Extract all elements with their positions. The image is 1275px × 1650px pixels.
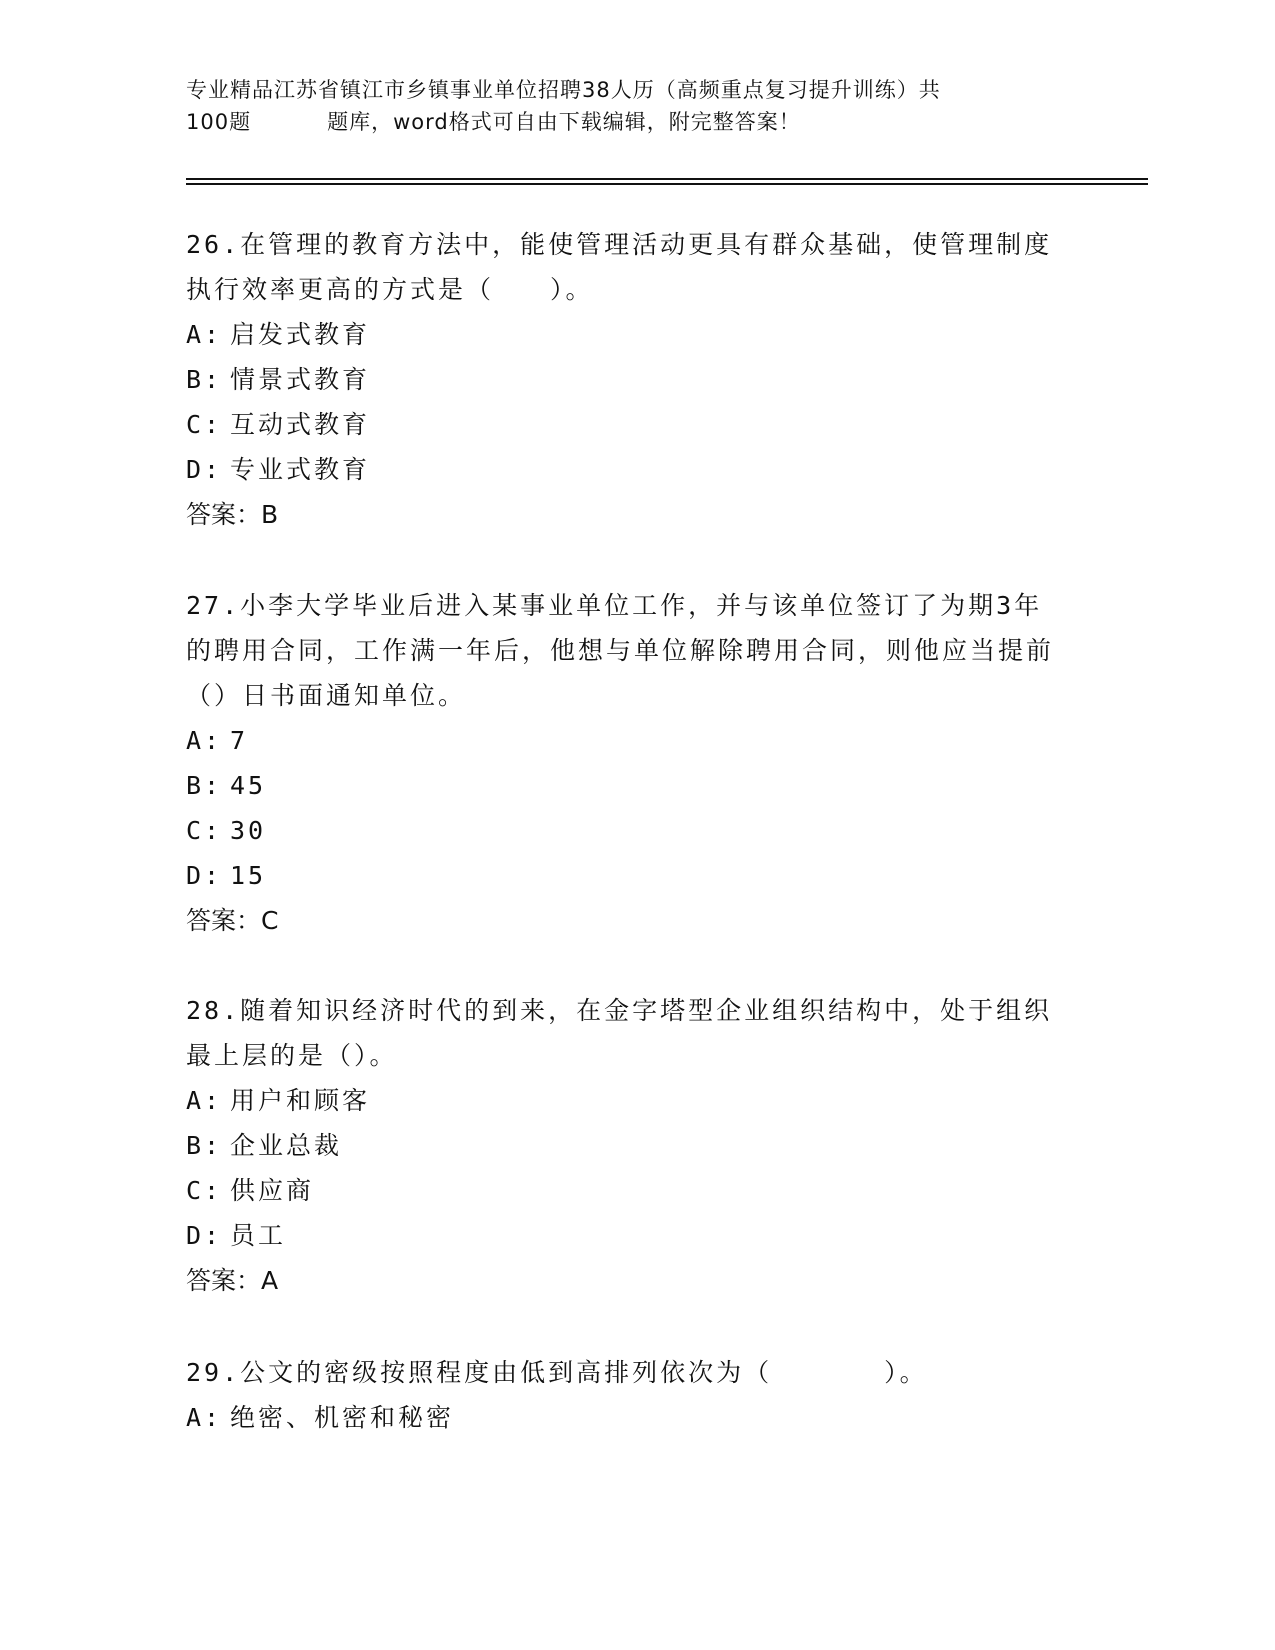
option-text: 用户和顾客 (230, 1086, 371, 1115)
option-letter: A: (186, 320, 223, 349)
question-stem: 27.小李大学毕业后进入某事业单位工作，并与该单位签订了为期3年的聘用合同，工作满一年后，他想与单位解除聘用合同，则他应当提前（）日书面通知单位。 (186, 591, 1055, 710)
option-letter: A: (186, 726, 223, 755)
option-a (186, 1395, 1066, 1440)
option-text: 45 (230, 771, 267, 800)
question-28 (186, 988, 1066, 1303)
option-a (186, 1078, 1066, 1123)
answer-label: 答案： (186, 906, 262, 935)
option-letter: B: (186, 771, 223, 800)
header-description: 题库，word格式可自由下载编辑，附完整答案！ (327, 110, 801, 134)
header-divider-bottom (186, 183, 1148, 185)
option-d (186, 1213, 1066, 1258)
answer-line (186, 492, 1066, 537)
option-b (186, 763, 1066, 808)
question-stem: 28.随着知识经济时代的到来，在金字塔型企业组织结构中，处于组织最上层的是（）。 (186, 996, 1053, 1070)
answer-label: 答案： (186, 500, 262, 529)
option-d (186, 447, 1066, 492)
option-d (186, 853, 1066, 898)
option-letter: D: (186, 861, 223, 890)
header-line-2 (186, 106, 1066, 138)
question-27 (186, 583, 1066, 943)
answer-line (186, 898, 1066, 943)
option-letter: C: (186, 816, 223, 845)
question-stem: 29.公文的密级按照程度由低到高排列依次为（ ）。 (186, 1358, 928, 1387)
option-text: 企业总裁 (230, 1131, 343, 1160)
question-29 (186, 1350, 1066, 1440)
option-a (186, 718, 1066, 763)
option-letter: D: (186, 455, 223, 484)
option-text: 供应商 (230, 1176, 315, 1205)
option-text: 绝密、机密和秘密 (230, 1403, 455, 1432)
option-text: 互动式教育 (230, 410, 371, 439)
header-count: 100题 (186, 110, 252, 134)
option-text: 30 (230, 816, 267, 845)
answer-value: C (261, 906, 279, 935)
option-letter: A: (186, 1403, 223, 1432)
option-letter: C: (186, 410, 223, 439)
option-text: 15 (230, 861, 267, 890)
option-letter: D: (186, 1221, 223, 1250)
option-c (186, 402, 1066, 447)
answer-line (186, 1258, 1066, 1303)
question-26 (186, 222, 1066, 537)
option-letter: A: (186, 1086, 223, 1115)
header-line-1: 专业精品江苏省镇江市乡镇事业单位招聘38人历（高频重点复习提升训练）共 (186, 78, 941, 102)
option-text: 专业式教育 (230, 455, 371, 484)
option-text: 7 (230, 726, 249, 755)
option-letter: B: (186, 365, 223, 394)
option-text: 员工 (230, 1221, 287, 1250)
option-text: 启发式教育 (230, 320, 371, 349)
answer-value: B (261, 500, 279, 529)
question-stem: 26.在管理的教育方法中，能使管理活动更具有群众基础，使管理制度执行效率更高的方式是（ ）。 (186, 230, 1053, 304)
option-letter: B: (186, 1131, 223, 1160)
option-letter: C: (186, 1176, 223, 1205)
header-divider-top (186, 178, 1148, 180)
option-c (186, 1168, 1066, 1213)
answer-label: 答案： (186, 1266, 262, 1295)
option-text: 情景式教育 (230, 365, 371, 394)
option-b (186, 357, 1066, 402)
option-c (186, 808, 1066, 853)
answer-value: A (261, 1266, 279, 1295)
document-header (186, 74, 1066, 138)
option-b (186, 1123, 1066, 1168)
option-a (186, 312, 1066, 357)
